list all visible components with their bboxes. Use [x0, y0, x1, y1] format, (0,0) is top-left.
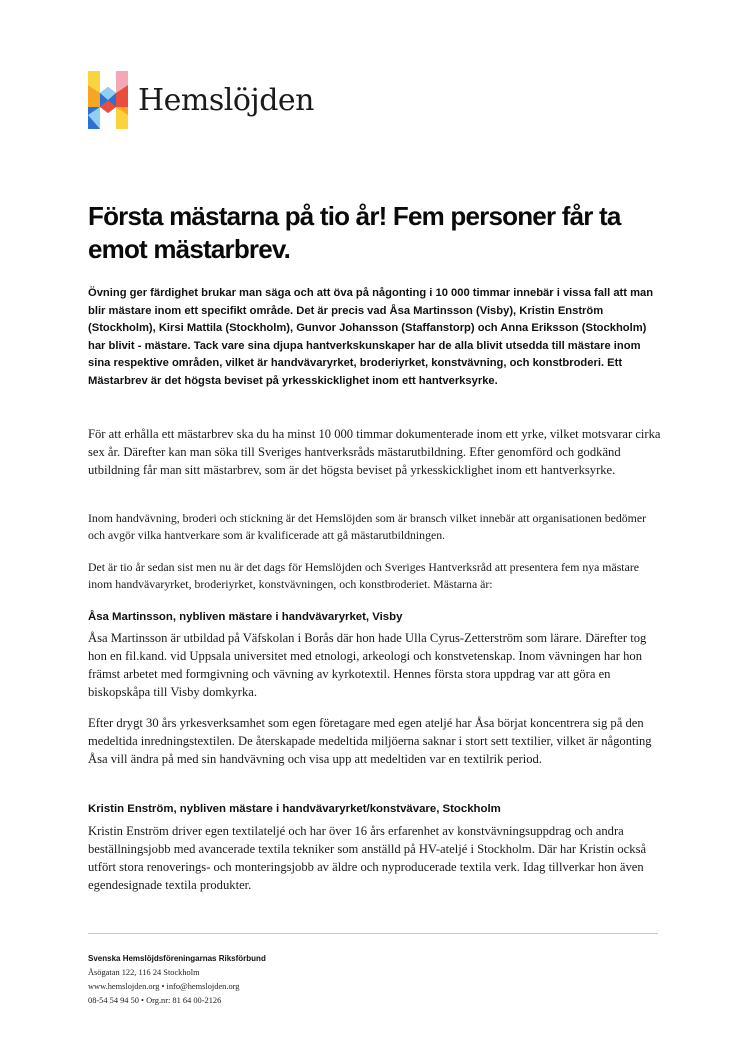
section-heading-kristin: Kristin Enström, nybliven mästare i handvävaryrket/konstvävare, Stockholm	[88, 803, 501, 815]
article-lead: Övning ger färdighet brukar man säga och att öva på någonting i 10 000 timmar innebär i vissa fall att man blir mästare inom ett specifikt område. Det är precis vad Åsa Martinsson (Visby), Kristin Enström (Stockholm), Kirsi Mattila (Stockholm), Gunvor Johansson (Staffanstorp) och Anna Eriksson (Stockholm) har blivit - mästare. Tack vare sina djupa hantverkskunskaper har de alla blivit utsedda till mästare inom sina respektive områden, vilket är handvävaryrket, broderiyrket, konstvävning, och konstbroderi. Ett Mästarbrev är det högsta beviset på yrkesskicklighet inom ett hantverksyrke.	[88, 287, 654, 387]
paragraph-asa-education: Åsa Martinsson är utbildad på Väfskolan i Borås där hon hade Ulla Cyrus-Zetterström som lärare. Därefter tog hon en fil.kand. vid Uppsala universitet med etnologi, arkeologi och konstvetenskap. Inom vävningen har hon främst arbetet med formgivning och vävning av kyrkotextil. Hennes första stora uppdrag var att göra en biskopskåpa till Visby domkyrka.	[88, 631, 647, 699]
article-title: Första mästarna på tio år! Fem personer får ta emot mästarbrev.	[88, 201, 621, 264]
hemslojden-h-logo-icon	[88, 71, 128, 129]
footer-address: Åsögatan 122, 116 24 Stockholm	[88, 968, 200, 977]
section-heading-asa: Åsa Martinsson, nybliven mästare i handvävaryrket, Visby	[88, 611, 403, 623]
footer-divider	[88, 933, 658, 934]
paragraph-introduction: Det är tio år sedan sist men nu är det dags för Hemslöjden och Sveriges Hantverksråd att presentera fem nya mästare inom handvävaryrket, broderiyrket, konstvävningen, och konstbroderiet. Mästarna är:	[88, 560, 639, 591]
paragraph-asa-career: Efter drygt 30 års yrkesverksamhet som egen företagare med egen ateljé har Åsa börjat koncentrera sig på den medeltida inredningstextilen. De återskapade medeltida miljöerna saknar i stort sett textilier, vilket är någonting Åsa vill ändra på med sin handvävning och visa upp att medeltiden var en textilrik period.	[88, 716, 652, 766]
brand-name: Hemslöjden	[138, 82, 314, 118]
brand-logo	[88, 71, 314, 129]
footer-web-email: www.hemslojden.org • info@hemslojden.org	[88, 982, 240, 991]
footer-phone-orgnr: 08-54 54 94 50 • Org.nr: 81 64 00-2126	[88, 996, 222, 1005]
paragraph-requirements: För att erhålla ett mästarbrev ska du ha minst 10 000 timmar dokumenterade inom ett yrke, vilket motsvarar cirka sex år. Därefter kan man söka till Sveriges hantverksråds mästarutbildning. Efter genomförd och godkänd utbildning får man sitt mästarbrev, som är det högsta beviset på yrkesskicklighet inom ett hantverksyrke.	[88, 427, 661, 477]
paragraph-organisation: Inom handvävning, broderi och stickning är det Hemslöjden som är bransch vilket innebär att organisationen bedömer och avgör vilka hantverkare som är kvalificerade att gå mästarutbildningen.	[88, 511, 647, 542]
paragraph-kristin: Kristin Enström driver egen textilateljé och har över 16 års erfarenhet av konstvävningsuppdrag och andra beställningsjobb med avancerade textila tekniker som anställd på HV-ateljé i Stockholm. Där har Kristin också utfört stora renoverings- och monteringsjobb av äldre och nyproducerade textila verk. Idag tillverkar hon även egendesignade textila produkter.	[88, 824, 647, 892]
footer-org-name: Svenska Hemslöjdsföreningarnas Riksförbund	[88, 954, 266, 963]
